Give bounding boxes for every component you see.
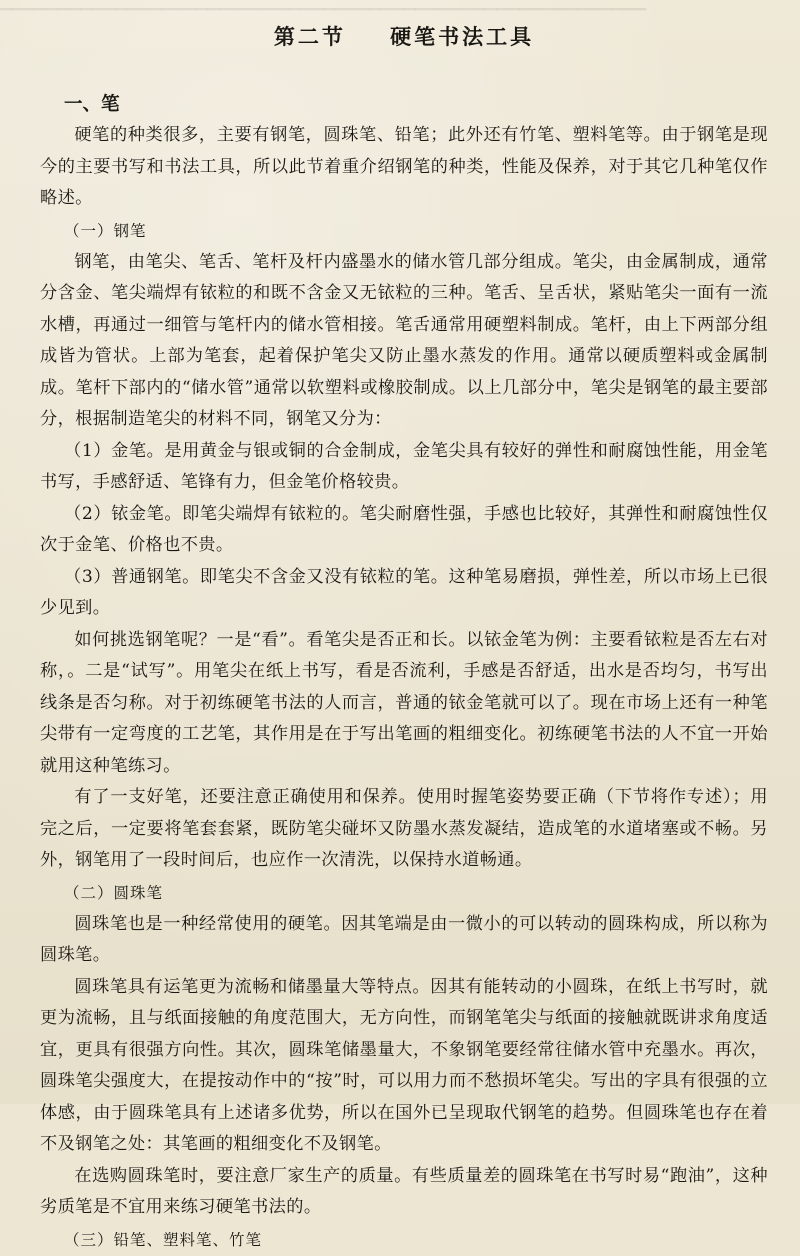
section-number: 第二节 bbox=[273, 24, 346, 49]
heading-pen: 一、笔 bbox=[64, 94, 120, 115]
section-title bbox=[40, 22, 768, 52]
section-title-text: 硬笔书法工具 bbox=[390, 24, 535, 49]
heading-ballpoint-pen: （二）圆珠笔 bbox=[64, 883, 164, 902]
fountain-pen-item-ordinary: （3）普通钢笔。即笔尖不含金又没有铱粒的笔。这种笔易磨损，弹性差，所以市场上已很少见到。 bbox=[40, 566, 768, 618]
heading-other-pens: （三）铅笔、塑料笔、竹笔 bbox=[64, 1230, 263, 1249]
ballpoint-paragraph-purchase: 在选购圆珠笔时，要注意厂家生产的质量。有些质量差的圆珠笔在书写时易“跑油”，这种劣质笔是不宜用来练习硬笔书法的。 bbox=[40, 1165, 768, 1217]
intro-paragraph: 硬笔的种类很多，主要有钢笔，圆珠笔、铅笔；此外还有竹笔、塑料笔等。由于钢笔是现今的主要书写和书法工具，所以此节着重介绍钢笔的种类，性能及保养，对于其它几种笔仅作略述。 bbox=[40, 125, 768, 208]
ballpoint-paragraph-definition: 圆珠笔也是一种经常使用的硬笔。因其笔端是由一微小的可以转动的圆珠构成，所以称为圆珠笔。 bbox=[40, 913, 768, 965]
heading-fountain-pen: （一）钢笔 bbox=[64, 221, 147, 240]
fountain-pen-item-iridium: （2）铱金笔。即笔尖端焊有铱粒的。笔尖耐磨性强，手感也比较好，其弹性和耐腐蚀性仅次于金笔、价格也不贵。 bbox=[40, 503, 768, 555]
page-content bbox=[40, 22, 768, 1256]
fountain-pen-paragraph-care: 有了一支好笔，还要注意正确使用和保养。使用时握笔姿势要正确（下节将作专述）；用完之后，一定要将笔套套紧，既防笔尖碰坏又防墨水蒸发凝结，造成笔的水道堵塞或不畅。另外，钢笔用了一段时间后，也应作一次清洗，以保持水道畅通。 bbox=[40, 787, 768, 870]
ballpoint-paragraph-features: 圆珠笔具有运笔更为流畅和储墨量大等特点。因其有能转动的小圆珠，在纸上书写时，就更为流畅，且与纸面接触的角度范围大，无方向性，而钢笔笔尖与纸面的接触就既讲求角度适宜，更具有很强方向性。其次，圆珠笔储墨量大，不象钢笔要经常往储水管中充墨水。再次，圆珠笔尖强度大，在提按动作中的“按”时，可以用力而不愁损坏笔尖。写出的字具有很强的立体感，由于圆珠笔具有上述诸多优势，所以在国外已呈现取代钢笔的趋势。但圆珠笔也存在着不及钢笔之处：其笔画的粗细变化不及钢笔。 bbox=[40, 976, 768, 1154]
fountain-pen-item-gold: （1）金笔。是用黄金与银或铜的合金制成，金笔尖具有较好的弹性和耐腐蚀性能，用金笔书写，手感舒适、笔锋有力，但金笔价格较贵。 bbox=[40, 440, 768, 492]
fountain-pen-paragraph-selection: 如何挑选钢笔呢？一是“看”。看笔尖是否正和长。以铱金笔为例：主要看铱粒是否左右对称，。二是“试写”。用笔尖在纸上书写，看是否流利，手感是否舒适，出水是否均匀，书写出线条是否匀称。对于初练硬笔书法的人而言，普通的铱金笔就可以了。现在市场上还有一种笔尖带有一定弯度的工艺笔，其作用是在于写出笔画的粗细变化。初练硬笔书法的人不宜一开始就用这种笔练习。 bbox=[40, 629, 768, 776]
show-through-texture: ▔▔▔▔▔▔▔▔▔▔▔▔▔▔▔▔▔▔▔▔▔▔▔▔▔▔▔▔▔▔▔▔▔▔▔▔▔▔▔▔▔▔▔▔▔▔▔▔▔▔▔▔▔▔▔▔ bbox=[0, 8, 646, 26]
fountain-pen-paragraph-structure: 钢笔，由笔尖、笔舌、笔杆及杆内盛墨水的储水管几部分组成。笔尖，由金属制成，通常分含金、笔尖端焊有铱粒的和既不含金又无铱粒的三种。笔舌、呈舌状，紧贴笔尖一面有一流水槽，再通过一细管与笔杆内的储水管相接。笔舌通常用硬塑料制成。笔杆，由上下两部分组成皆为管状。上部为笔套，起着保护笔尖又防止墨水蒸发的作用。通常以硬质塑料或金属制成。笔杆下部内的“储水管”通常以软塑料或橡胶制成。以上几部分中，笔尖是钢笔的最主要部分，根据制造笔尖的材料不同，钢笔又分为： bbox=[40, 251, 768, 429]
